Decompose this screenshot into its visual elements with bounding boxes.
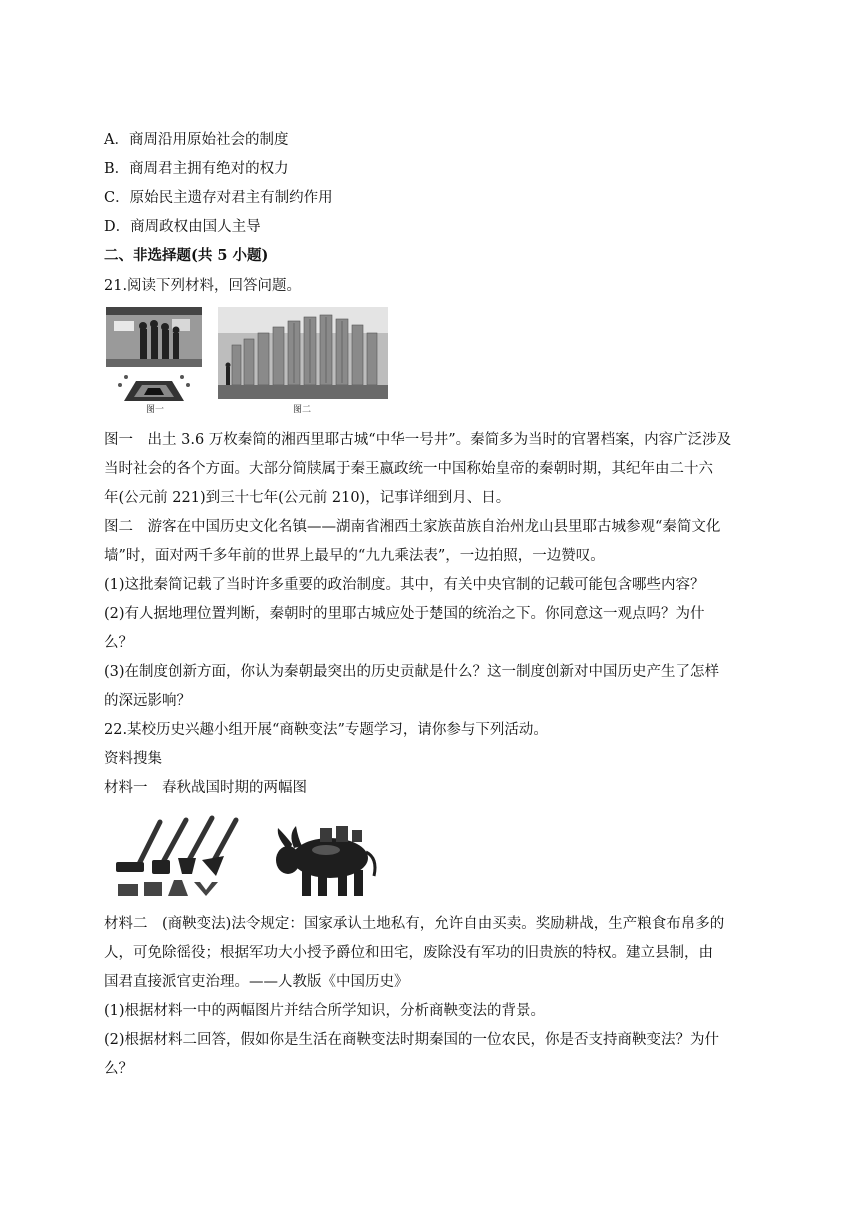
iron-tools-image — [108, 814, 242, 900]
q22-subheading: 资料搜集 — [104, 751, 162, 767]
figure-1-well-photo — [106, 307, 202, 415]
q22-material-1: 材料一 春秋战国时期的两幅图 — [104, 780, 307, 796]
q21-question-3-cont: 的深远影响？ — [104, 693, 191, 709]
q21-question-2-cont: 么？ — [104, 635, 133, 651]
q22-text-line: 材料二 (商鞅变法)法令规定：国家承认土地私有，允许自由买卖。奖励耕战，生产粮食布帛多的 — [104, 916, 725, 932]
figure-1-caption: 图一 — [146, 405, 165, 415]
ox-statue-image — [268, 818, 382, 900]
q21-text-line: 图一 出土 3.6 万枚秦简的湘西里耶古城“中华一号井”。秦简多为当时的官署档案，内容广泛涉及 — [104, 432, 732, 448]
q21-text-line: 墙”时，面对两千多年前的世界上最早的“九九乘法表”，一边拍照，一边赞叹。 — [104, 548, 605, 564]
option-c: C．原始民主遗存对君主有制约作用 — [104, 190, 333, 206]
figure-2-wall-photo — [218, 307, 388, 399]
q22-question-1: (1)根据材料一中的两幅图片并结合所学知识，分析商鞅变法的背景。 — [104, 1003, 546, 1019]
q22-stem: 22.某校历史兴趣小组开展“商鞅变法”专题学习，请你参与下列活动。 — [104, 722, 548, 738]
q21-text-line: 当时社会的各个方面。大部分简牍属于秦王嬴政统一中国称始皇帝的秦朝时期，其纪年由二十六 — [104, 461, 713, 477]
option-a: A．商周沿用原始社会的制度 — [104, 132, 289, 148]
q22-text-line: 国君直接派官吏治理。——人教版《中国历史》 — [104, 974, 409, 990]
option-d: D．商周政权由国人主导 — [104, 219, 261, 235]
q21-text-line: 年(公元前 221)到三十七年(公元前 210)，记事详细到月、日。 — [104, 490, 511, 506]
figure-2-caption: 图二 — [293, 405, 312, 415]
option-b: B．商周君主拥有绝对的权力 — [104, 161, 289, 177]
q21-stem: 21.阅读下列材料，回答问题。 — [104, 278, 302, 294]
q22-text-line: 人，可免除徭役；根据军功大小授予爵位和田宅，废除没有军功的旧贵族的特权。建立县制，由 — [104, 945, 713, 961]
q21-question-1: (1)这批秦简记载了当时许多重要的政治制度。其中，有关中央官制的记载可能包含哪些内容？ — [104, 577, 705, 593]
q21-question-3: (3)在制度创新方面，你认为秦朝最突出的历史贡献是什么？这一制度创新对中国历史产生了怎样 — [104, 664, 720, 680]
q22-question-2-cont: 么？ — [104, 1061, 133, 1077]
section-heading: 二、非选择题(共 5 小题) — [104, 247, 269, 264]
q21-question-2: (2)有人据地理位置判断，秦朝时的里耶古城应处于楚国的统治之下。你同意这一观点吗？为什 — [104, 606, 705, 622]
q21-text-line: 图二 游客在中国历史文化名镇——湖南省湘西土家族苗族自治州龙山县里耶古城参观“秦简文化 — [104, 519, 721, 535]
q22-question-2: (2)根据材料二回答，假如你是生活在商鞅变法时期秦国的一位农民，你是否支持商鞅变法？为什 — [104, 1032, 720, 1048]
